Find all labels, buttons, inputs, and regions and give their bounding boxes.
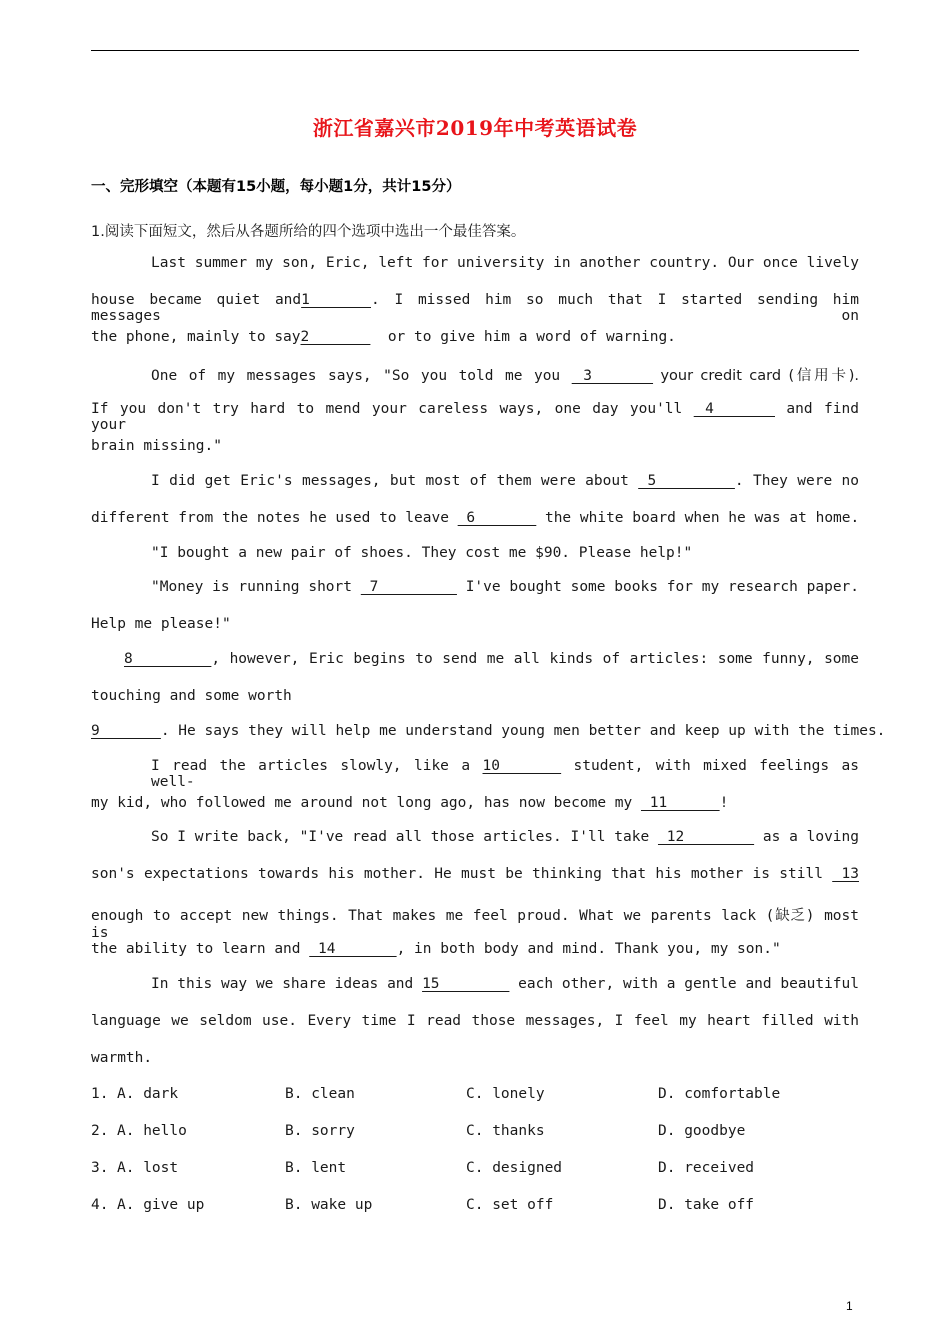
blank-15[interactable]: 15________ (422, 976, 510, 992)
option-a[interactable]: A. give up (117, 1197, 205, 1213)
passage-line: 8_________, however, Eric begins to send me all kinds of articles: some funny, some (124, 651, 859, 667)
blank-8[interactable]: 8_________ (124, 651, 212, 667)
page-number: 1 (846, 1299, 853, 1313)
blank-9[interactable]: 9_______ (91, 723, 161, 739)
passage-line: my kid, who followed me around not long ago, has now become my 11______! (91, 795, 729, 811)
passage-line: Last summer my son, Eric, left for university in another country. Our once lively (151, 255, 859, 271)
passage-line: son's expectations towards his mother. He must be thinking that his mother is still 13 (91, 866, 859, 882)
option-d[interactable]: D. goodbye (658, 1123, 746, 1139)
page-title: 浙江省嘉兴市2019年中考英语试卷 (312, 116, 638, 140)
option-c[interactable]: C. thanks (466, 1123, 545, 1139)
option-a[interactable]: A. lost (117, 1160, 179, 1176)
blank-10[interactable]: 10_______ (482, 758, 562, 774)
blank-7[interactable]: 7_________ (360, 579, 457, 595)
option-b[interactable]: B. wake up (285, 1197, 373, 1213)
blank-2[interactable]: 2_______ (300, 329, 371, 345)
option-b[interactable]: B. lent (285, 1160, 347, 1176)
passage-line: So I write back, "I've read all those articles. I'll take 12________ as a loving (151, 829, 859, 845)
option-a[interactable]: A. hello (117, 1123, 187, 1139)
passage-line: "I bought a new pair of shoes. They cost me $90. Please help!" (151, 545, 693, 561)
header-rule (91, 50, 859, 51)
passage-line: I read the articles slowly, like a 10_______ student, with mixed feelings as well- (151, 758, 859, 790)
blank-6[interactable]: 6_______ (457, 510, 537, 526)
passage-line: brain missing." (91, 438, 222, 454)
passage-line: the ability to learn and 14_______, in both body and mind. Thank you, my son." (91, 941, 781, 957)
question-number: 1. (91, 1086, 109, 1102)
passage-line: One of my messages says, "So you told me you 3_______ your credit card (信用卡). (151, 368, 860, 384)
option-c[interactable]: C. lonely (466, 1086, 545, 1102)
blank-13[interactable]: 13 (832, 866, 859, 882)
option-c[interactable]: C. designed (466, 1160, 563, 1176)
blank-11[interactable]: 11______ (640, 795, 720, 811)
passage-line: Help me please!" (91, 616, 231, 632)
blank-4[interactable]: 4_______ (693, 401, 775, 417)
passage-line: language we seldom use. Every time I read those messages, I feel my heart filled with (91, 1013, 859, 1029)
passage-line: house became quiet and1_______. I missed him so much that I started sending him messages on (91, 292, 859, 324)
passage-line: If you don't try hard to mend your careless ways, one day you'll 4_______ and find your (91, 401, 859, 433)
passage-line: warmth. (91, 1050, 153, 1066)
passage-line: touching and some worth (91, 688, 292, 704)
blank-3[interactable]: 3_______ (571, 368, 654, 384)
section-heading: 一、完形填空（本题有15小题，每小题1分，共计15分） (91, 179, 461, 195)
passage-line: the phone, mainly to say2_______ or to give him a word of warning. (91, 329, 676, 345)
option-d[interactable]: D. comfortable (658, 1086, 781, 1102)
blank-12[interactable]: 12________ (657, 829, 755, 845)
question-number: 2. (91, 1123, 109, 1139)
passage-line: different from the notes he used to leave 6_______ the white board when he was at home. (91, 510, 860, 526)
passage-line: I did get Eric's messages, but most of them were about 5_________. They were no (151, 473, 859, 489)
option-a[interactable]: A. dark (117, 1086, 179, 1102)
question-number: 3. (91, 1160, 109, 1176)
option-d[interactable]: D. received (658, 1160, 755, 1176)
option-b[interactable]: B. clean (285, 1086, 355, 1102)
passage-line: enough to accept new things. That makes me feel proud. What we parents lack (缺乏) most is (91, 908, 859, 941)
passage-line: 9_______. He says they will help me understand young men better and keep up with the times. (91, 723, 886, 739)
blank-5[interactable]: 5_________ (638, 473, 735, 489)
passage-line: "Money is running short 7_________ I've bought some books for my research paper. (151, 579, 860, 595)
question-number: 4. (91, 1197, 109, 1213)
passage-line: In this way we share ideas and 15________ each other, with a gentle and beautiful (151, 976, 859, 992)
blank-1[interactable]: 1_______ (301, 292, 371, 308)
option-b[interactable]: B. sorry (285, 1123, 355, 1139)
option-c[interactable]: C. set off (466, 1197, 554, 1213)
blank-14[interactable]: 14_______ (309, 941, 397, 957)
instruction-text: 1.阅读下面短文，然后从各题所给的四个选项中选出一个最佳答案。 (91, 224, 526, 240)
option-d[interactable]: D. take off (658, 1197, 755, 1213)
